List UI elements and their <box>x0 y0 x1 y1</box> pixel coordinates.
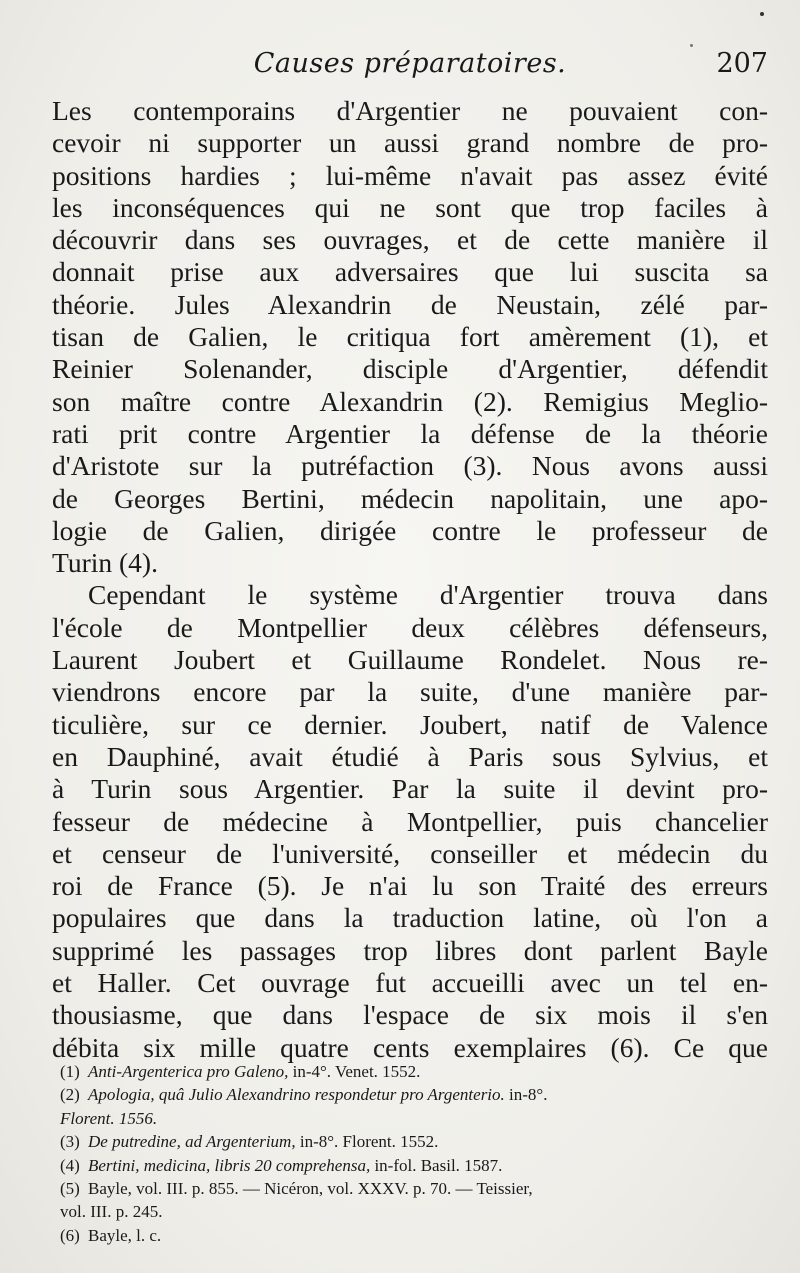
text-line: viendrons encore par la suite, d'une manière par- <box>52 676 768 708</box>
text-line: théorie. Jules Alexandrin de Neustain, zélé par- <box>52 288 768 320</box>
footnote <box>60 1154 764 1177</box>
paragraph-2 <box>52 579 768 1063</box>
footnote-work: De putredine, ad Argenterium, <box>88 1132 296 1152</box>
text-line: rati prit contre Argentier la défense de la théorie <box>52 417 768 449</box>
text-line: cevoir ni supporter un aussi grand nombre de pro- <box>52 127 768 159</box>
text-line: roi de France (5). Je n'ai lu son Traité des erreurs <box>52 870 768 902</box>
footnote <box>60 1060 764 1083</box>
text-line: Cependant le système d'Argentier trouva dans <box>88 579 768 611</box>
text-line: populaires que dans la traduction latine, où l'on a <box>52 902 768 934</box>
text-line: thousiasme, que dans l'espace de six mois il s'en <box>52 999 768 1031</box>
footnote-number: (5) <box>60 1179 80 1199</box>
body-text <box>52 95 768 1064</box>
footnote-number: (1) <box>60 1062 80 1081</box>
text-line: à Turin sous Argentier. Par la suite il devint pro- <box>52 773 768 805</box>
text-line: ticulière, sur ce dernier. Joubert, natif de Valence <box>52 708 768 740</box>
text-line: d'Aristote sur la putréfaction (3). Nous avons aussi <box>52 450 768 482</box>
footnote-ref: in-8°. Florent. 1552. <box>295 1132 439 1152</box>
footnote-number: (6) <box>60 1225 80 1245</box>
running-head: Causes préparatoires. <box>253 48 567 79</box>
footnote-continuation: Florent. 1556. <box>60 1108 158 1128</box>
text-line: Turin (4). <box>52 547 158 579</box>
text-line: Laurent Joubert et Guillaume Rondelet. Nous re- <box>52 644 768 676</box>
paragraph-1 <box>52 95 768 579</box>
footnote <box>60 1083 764 1106</box>
footnote-number: (2) <box>60 1085 80 1105</box>
footnote-continuation: vol. III. p. 245. <box>60 1202 163 1222</box>
text-line: fesseur de médecine à Montpellier, puis chancelier <box>52 805 768 837</box>
text-line: de Georges Bertini, médecin napolitain, une apo- <box>52 482 768 514</box>
text-line: les inconséquences qui ne sont que trop faciles à <box>52 191 768 223</box>
text-line: son maître contre Alexandrin (2). Remigius Meglio- <box>52 385 768 417</box>
footnote <box>60 1177 764 1200</box>
text-line: l'école de Montpellier deux célèbres défenseurs, <box>52 611 768 643</box>
footnote-number: (4) <box>60 1155 80 1175</box>
footnote <box>60 1130 764 1153</box>
footnote <box>60 1224 764 1247</box>
text-line: logie de Galien, dirigée contre le professeur de <box>52 514 768 546</box>
footnote-ref: Bayle, vol. III. p. 855. — Nicéron, vol. XXXV. p. 70. — Teissier, <box>88 1179 533 1199</box>
text-line: Reinier Solenander, disciple d'Argentier, défendit <box>52 353 768 385</box>
text-line: et censeur de l'université, conseiller et médecin du <box>52 837 768 869</box>
text-line: positions hardies ; lui-même n'avait pas assez évité <box>52 159 768 191</box>
text-line: donnait prise aux adversaires que lui suscita sa <box>52 256 768 288</box>
page-number: 207 <box>716 48 768 79</box>
text-line: en Dauphiné, avait étudié à Paris sous Sylvius, et <box>52 740 768 772</box>
text-line: supprimé les passages trop libres dont parlent Bayle <box>52 934 768 966</box>
text-line: Les contemporains d'Argentier ne pouvaient con- <box>52 95 768 126</box>
text-line: et Haller. Cet ouvrage fut accueilli avec un tel en- <box>52 967 768 999</box>
text-line: découvrir dans ses ouvrages, et de cette manière il <box>52 224 768 256</box>
footnote-work: Bertini, medicina, libris 20 comprehensa, <box>88 1155 371 1175</box>
footnote-ref: in-4°. Venet. 1552. <box>288 1062 421 1081</box>
footnote-work: Apologia, quâ Julio Alexandrino respondetur pro Argenterio. <box>88 1085 505 1105</box>
footnote-ref: Bayle, l. c. <box>88 1225 162 1245</box>
ink-speck <box>690 44 693 47</box>
footnote-number: (3) <box>60 1132 80 1152</box>
ink-speck <box>760 12 764 16</box>
footnote-ref: in-8°. <box>504 1085 548 1105</box>
footnotes <box>60 1060 764 1247</box>
text-line: tisan de Galien, le critiqua fort amèrement (1), et <box>52 321 768 353</box>
footnote-work: Anti-Argenterica pro Galeno, <box>88 1062 289 1081</box>
text-line: débita six mille quatre cents exemplaires (6). Ce que <box>52 1031 768 1063</box>
page-header <box>52 48 768 88</box>
footnote-ref: in-fol. Basil. 1587. <box>370 1155 503 1175</box>
